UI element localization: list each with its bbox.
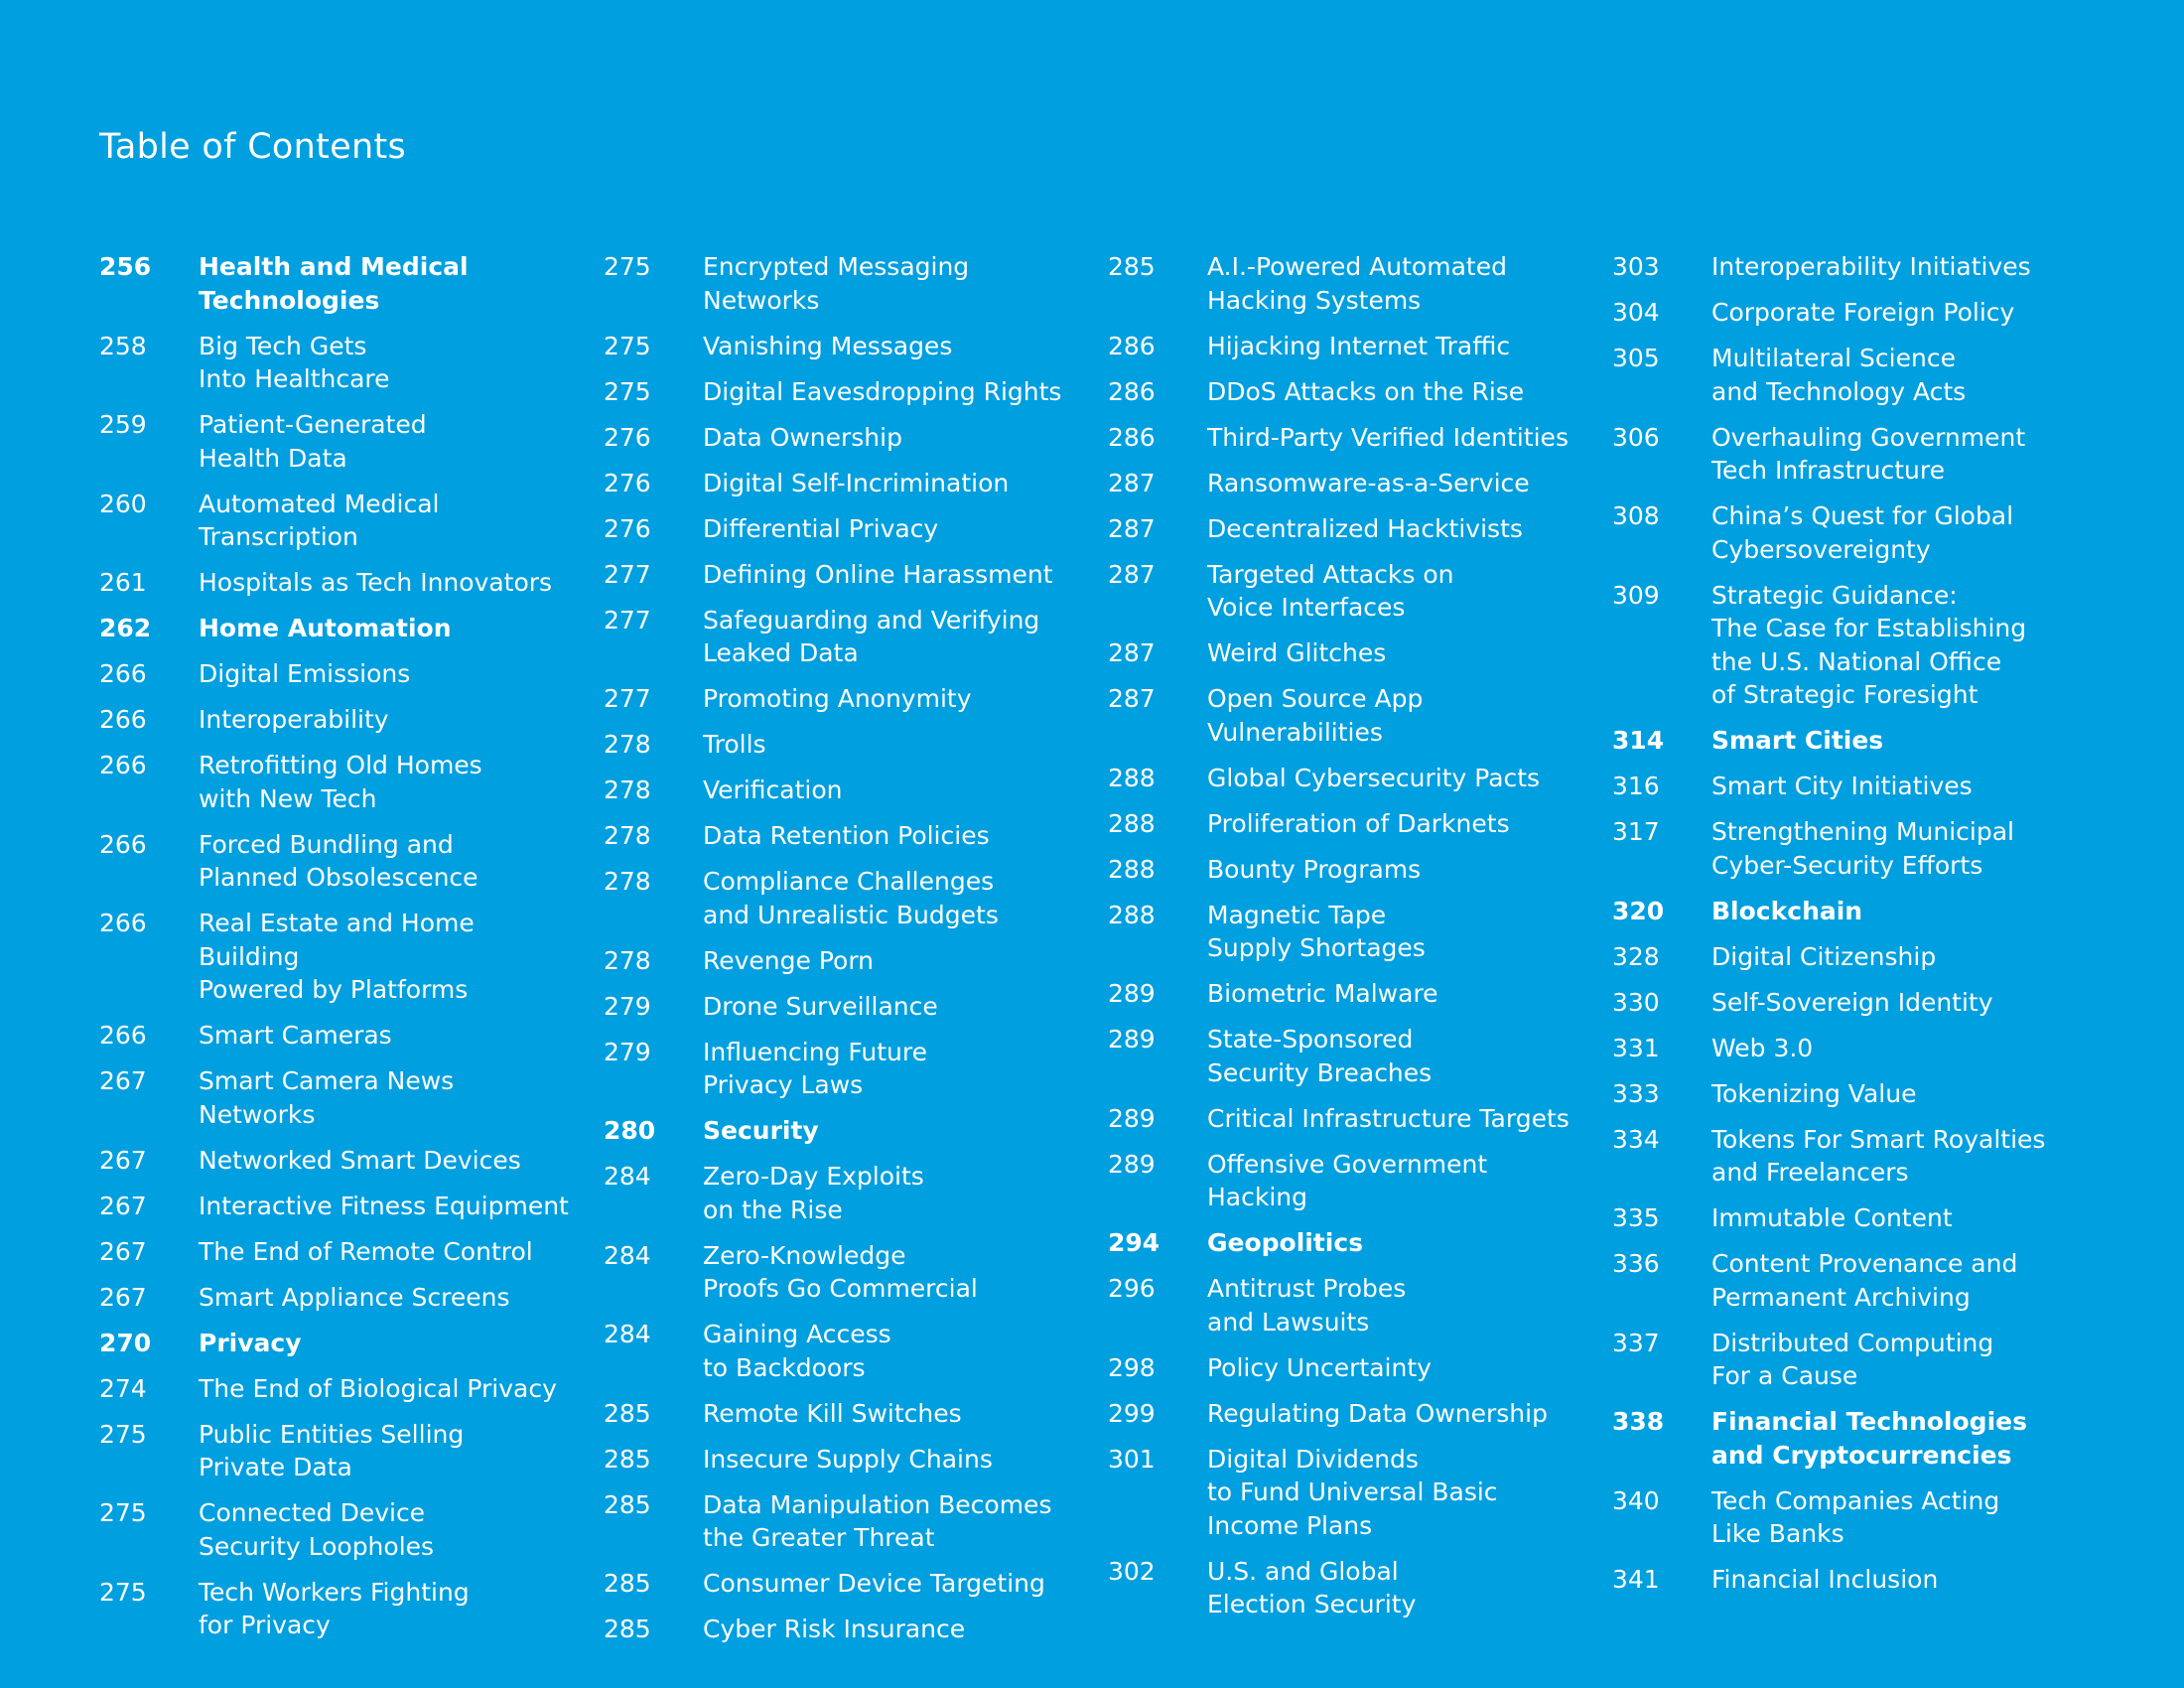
- toc-entry-title: Self-Sovereign Identity: [1711, 987, 1993, 1017]
- toc-page-number: 267: [99, 1145, 147, 1175]
- toc-page-number: 320: [1612, 896, 1665, 925]
- toc-entry: [1108, 682, 1579, 749]
- toc-entry: [1108, 636, 1579, 670]
- toc-entry-title: Verification: [703, 775, 843, 804]
- toc-section-entry: [99, 612, 571, 645]
- toc-page-number: 267: [99, 1236, 147, 1266]
- toc-page-number: 287: [1108, 638, 1156, 667]
- toc-entry-title: Ransomware-as-a-Service: [1207, 468, 1530, 497]
- toc-entry-title: A.I.-Powered Automated Hacking Systems: [1207, 252, 1507, 315]
- toc-entry-title: Retrofitting Old Homes with New Tech: [199, 751, 482, 813]
- toc-page-number: 287: [1108, 559, 1156, 589]
- toc-entry-title: Differential Privacy: [703, 513, 939, 543]
- toc-page-number: 285: [604, 1569, 651, 1598]
- toc-page-number: 330: [1612, 987, 1660, 1017]
- toc-entry-title: Smart Appliance Screens: [199, 1282, 510, 1312]
- toc-entry: [1108, 250, 1579, 317]
- toc-entry-title: Multilateral Science and Technology Acts: [1711, 344, 1967, 406]
- toc-page-number: 288: [1108, 900, 1156, 929]
- toc-page-number: 286: [1108, 376, 1156, 406]
- toc-section-entry: [1612, 895, 2084, 928]
- toc-page-number: 334: [1612, 1124, 1660, 1154]
- toc-entry: [604, 512, 1075, 546]
- toc-page-number: 266: [99, 659, 147, 688]
- toc-entry: [1612, 499, 2084, 566]
- toc-page-number: 285: [1108, 252, 1156, 281]
- toc-entry: [99, 1064, 571, 1131]
- toc-entry: [99, 330, 571, 396]
- toc-page-number: 284: [604, 1320, 651, 1348]
- toc-entry: [1612, 1201, 2084, 1235]
- toc-page-number: 333: [1612, 1078, 1660, 1108]
- toc-page-number: 266: [99, 705, 147, 734]
- toc-page-number: 270: [99, 1328, 152, 1357]
- toc-entry: [604, 250, 1075, 317]
- toc-entry: [604, 467, 1075, 500]
- toc-column-1: [99, 250, 571, 1654]
- toc-page-number: 261: [99, 568, 147, 597]
- toc-entry: [99, 657, 571, 691]
- toc-entry: [1612, 1247, 2084, 1314]
- toc-entry-title: Proliferation of Darknets: [1207, 808, 1510, 838]
- toc-entry: [604, 1036, 1075, 1102]
- toc-entry-title: Data Ownership: [703, 422, 902, 452]
- toc-entry-title: Tokens For Smart Royalties and Freelancers: [1711, 1124, 2046, 1187]
- toc-section-title: Geopolitics: [1207, 1228, 1364, 1257]
- toc-entry: [99, 1418, 571, 1484]
- toc-entry: [1108, 421, 1579, 455]
- toc-page-number: 317: [1612, 817, 1660, 846]
- toc-entry: [604, 1613, 1075, 1646]
- toc-page-number: 266: [99, 1021, 147, 1050]
- toc-entry-title: Digital Dividends to Fund Universal Basic Income Plans: [1207, 1444, 1498, 1540]
- toc-entry-title: Smart Camera News Networks: [199, 1066, 455, 1129]
- toc-section-entry: [99, 1327, 571, 1360]
- toc-entry: [1612, 815, 2084, 882]
- toc-entry-title: Digital Emissions: [199, 659, 411, 688]
- toc-entry: [1108, 1023, 1579, 1089]
- toc-column-2: [604, 250, 1075, 1658]
- toc-page-number: 279: [604, 991, 651, 1021]
- toc-page-number: 309: [1612, 580, 1660, 610]
- toc-entry-title: The End of Remote Control: [199, 1236, 533, 1266]
- toc-entry: [1612, 579, 2084, 712]
- toc-entry: [99, 1576, 571, 1642]
- toc-page-number: 341: [1612, 1565, 1660, 1594]
- toc-entry-title: Zero-Day Exploits on the Rise: [703, 1162, 924, 1224]
- toc-section-title: Blockchain: [1711, 896, 1863, 925]
- toc-page-number: 302: [1108, 1556, 1156, 1586]
- toc-entry: [1108, 1148, 1579, 1214]
- toc-entry: [99, 1019, 571, 1053]
- toc-entry-title: Patient-Generated Health Data: [199, 410, 427, 473]
- toc-entry: [1108, 853, 1579, 887]
- toc-page-number: 278: [604, 730, 651, 759]
- toc-entry: [604, 558, 1075, 592]
- toc-page-number: 298: [1108, 1352, 1156, 1382]
- toc-entry-title: Strategic Guidance: The Case for Establishing the U.S. National Office of Strategic Foresight: [1711, 580, 2027, 709]
- toc-entry-title: Cyber Risk Insurance: [703, 1615, 966, 1643]
- toc-page-number: 278: [604, 867, 651, 896]
- toc-entry-title: Consumer Device Targeting: [703, 1569, 1045, 1598]
- toc-entry: [604, 1397, 1075, 1431]
- toc-section-title: Privacy: [199, 1328, 302, 1357]
- toc-entry: [1108, 762, 1579, 795]
- toc-page-number: 284: [604, 1240, 651, 1270]
- toc-entry: [1612, 1563, 2084, 1597]
- toc-entry-title: Smart Cameras: [199, 1021, 392, 1050]
- toc-section-title: Smart Cities: [1711, 726, 1884, 755]
- toc-entry-title: Interactive Fitness Equipment: [199, 1191, 569, 1220]
- toc-entry-title: Revenge Porn: [703, 945, 875, 975]
- toc-entry: [604, 1443, 1075, 1477]
- toc-entry: [1612, 1077, 2084, 1111]
- toc-entry: [1108, 1272, 1579, 1338]
- toc-entry: [1108, 1102, 1579, 1136]
- toc-entry: [1108, 512, 1579, 546]
- toc-page-number: 260: [99, 489, 147, 518]
- toc-entry-title: Smart City Initiatives: [1711, 772, 1973, 800]
- toc-entry: [1108, 1555, 1579, 1621]
- toc-entry: [604, 375, 1075, 409]
- toc-entry-title: Trolls: [703, 730, 766, 759]
- toc-entry-title: U.S. and Global Election Security: [1207, 1556, 1417, 1618]
- toc-entry: [1612, 1032, 2084, 1065]
- toc-page-number: 331: [1612, 1033, 1660, 1062]
- toc-entry-title: State-Sponsored Security Breaches: [1207, 1025, 1433, 1087]
- toc-page-number: 258: [99, 331, 147, 360]
- toc-entry: [99, 1190, 571, 1223]
- toc-page-number: 277: [604, 559, 651, 589]
- toc-section-title: Home Automation: [199, 614, 452, 642]
- toc-entry-title: Forced Bundling and Planned Obsolescence: [199, 829, 478, 892]
- toc-section-title: Financial Technologies and Cryptocurrencies: [1711, 1407, 2027, 1470]
- toc-entry: [1108, 1397, 1579, 1431]
- toc-page-number: 266: [99, 829, 147, 859]
- toc-entry-title: Global Cybersecurity Pacts: [1207, 763, 1541, 792]
- toc-entry-title: Public Entities Selling Private Data: [199, 1419, 465, 1481]
- toc-page-number: 276: [604, 468, 651, 497]
- toc-entry: [99, 1496, 571, 1563]
- toc-entry-title: Big Tech Gets Into Healthcare: [199, 331, 390, 393]
- toc-page-number: 303: [1612, 252, 1660, 281]
- toc-entry: [99, 749, 571, 815]
- toc-entry: [99, 1281, 571, 1315]
- toc-page-number: 288: [1108, 854, 1156, 884]
- toc-page-number: 278: [604, 821, 651, 850]
- toc-entry: [1612, 250, 2084, 284]
- toc-page-number: 267: [99, 1191, 147, 1220]
- toc-page-number: 289: [1108, 979, 1156, 1008]
- toc-page-number: 301: [1108, 1444, 1156, 1474]
- toc-section-title: Health and Medical Technologies: [199, 252, 469, 315]
- toc-entry: [1612, 940, 2084, 974]
- toc-page-number: 278: [604, 775, 651, 804]
- toc-entry: [604, 330, 1075, 363]
- toc-entry: [99, 703, 571, 737]
- toc-entry: [1612, 1484, 2084, 1551]
- toc-entry-title: Insecure Supply Chains: [703, 1444, 993, 1474]
- toc-entry-title: Overhauling Government Tech Infrastructure: [1711, 422, 2026, 485]
- toc-entry-title: Content Provenance and Permanent Archiving: [1711, 1249, 2018, 1312]
- toc-entry-title: Influencing Future Privacy Laws: [703, 1037, 928, 1099]
- toc-page-number: 275: [99, 1498, 147, 1527]
- toc-entry-title: Critical Infrastructure Targets: [1207, 1103, 1570, 1133]
- toc-entry: [1612, 296, 2084, 330]
- toc-entry: [99, 408, 571, 475]
- toc-page-number: 340: [1612, 1485, 1660, 1515]
- toc-entry-title: Drone Surveillance: [703, 991, 938, 1021]
- toc-entry-title: Weird Glitches: [1207, 638, 1387, 667]
- toc-entry-title: Digital Eavesdropping Rights: [703, 376, 1062, 406]
- toc-page-number: 296: [1108, 1274, 1156, 1303]
- toc-entry: [1108, 558, 1579, 625]
- toc-page-number: 286: [1108, 331, 1156, 360]
- toc-entry-title: Automated Medical Transcription: [199, 489, 440, 551]
- toc-entry-title: China’s Quest for Global Cybersovereignty: [1711, 501, 2014, 564]
- toc-entry: [1612, 986, 2084, 1020]
- toc-section-entry: [1612, 724, 2084, 758]
- toc-page-number: 314: [1612, 726, 1665, 755]
- toc-page-number: 285: [604, 1398, 651, 1428]
- toc-entry-title: Distributed Computing For a Cause: [1711, 1328, 1994, 1390]
- toc-page-number: 287: [1108, 513, 1156, 543]
- toc-page-number: 287: [1108, 468, 1156, 497]
- toc-entry: [604, 1318, 1075, 1384]
- toc-entry: [604, 728, 1075, 762]
- toc-page-number: 275: [99, 1419, 147, 1449]
- toc-page-number: 276: [604, 513, 651, 543]
- toc-page-number: 285: [604, 1444, 651, 1474]
- toc-page-number: 294: [1108, 1228, 1160, 1257]
- toc-entry-title: Gaining Access to Backdoors: [703, 1320, 891, 1382]
- toc-page-number: 277: [604, 605, 651, 634]
- toc-entry: [1108, 330, 1579, 363]
- toc-entry-title: Remote Kill Switches: [703, 1398, 962, 1428]
- toc-section-title: Security: [703, 1116, 819, 1145]
- toc-page-number: 267: [99, 1282, 147, 1312]
- toc-entry-title: Defining Online Harassment: [703, 559, 1053, 589]
- toc-entry-title: Bounty Programs: [1207, 854, 1422, 884]
- toc-entry: [604, 944, 1075, 978]
- toc-page-number: 275: [604, 252, 651, 281]
- toc-page-number: 336: [1612, 1249, 1660, 1278]
- toc-entry-title: Regulating Data Ownership: [1207, 1398, 1548, 1428]
- toc-entry-title: Tech Workers Fighting for Privacy: [199, 1577, 470, 1639]
- toc-entry-title: Data Manipulation Becomes the Greater Threat: [703, 1489, 1052, 1552]
- toc-entry-title: Magnetic Tape Supply Shortages: [1207, 900, 1426, 962]
- toc-entry-title: Hijacking Internet Traffic: [1207, 331, 1511, 360]
- toc-entry-title: Digital Self-Incrimination: [703, 468, 1010, 497]
- toc-entry: [604, 604, 1075, 670]
- toc-entry-title: Financial Inclusion: [1711, 1565, 1939, 1594]
- toc-page-number: 335: [1612, 1203, 1660, 1232]
- toc-page-number: 287: [1108, 684, 1156, 713]
- toc-entry: [604, 865, 1075, 931]
- toc-page-number: 299: [1108, 1398, 1156, 1428]
- toc-page-number: 337: [1612, 1328, 1660, 1357]
- toc-page-number: 275: [604, 376, 651, 406]
- toc-entry-title: Compliance Challenges and Unrealistic Budgets: [703, 867, 999, 929]
- toc-entry-title: Tech Companies Acting Like Banks: [1711, 1485, 2000, 1548]
- toc-entry: [1108, 1351, 1579, 1385]
- toc-page-number: 285: [604, 1615, 651, 1643]
- toc-column-4: [1612, 250, 2084, 1609]
- toc-entry-title: Vanishing Messages: [703, 331, 953, 360]
- toc-entry: [1108, 807, 1579, 841]
- toc-entry: [1612, 421, 2084, 488]
- toc-page-number: 266: [99, 751, 147, 779]
- toc-entry-title: Corporate Foreign Policy: [1711, 298, 2015, 327]
- toc-page-number: 278: [604, 945, 651, 975]
- toc-entry: [604, 1488, 1075, 1555]
- toc-entry-title: Immutable Content: [1711, 1203, 1953, 1232]
- toc-page-number: 279: [604, 1037, 651, 1066]
- toc-entry: [604, 774, 1075, 807]
- toc-entry: [99, 1235, 571, 1269]
- toc-entry-title: Data Retention Policies: [703, 821, 990, 850]
- toc-entry: [604, 1567, 1075, 1601]
- toc-page-number: 262: [99, 614, 152, 642]
- toc-entry-title: Web 3.0: [1711, 1033, 1814, 1062]
- toc-entry: [1108, 977, 1579, 1011]
- toc-page-number: 275: [99, 1577, 147, 1607]
- toc-entry-title: Open Source App Vulnerabilities: [1207, 684, 1424, 747]
- toc-entry: [99, 566, 571, 600]
- toc-entry: [604, 819, 1075, 853]
- toc-page-number: 276: [604, 422, 651, 452]
- toc-entry-title: Tokenizing Value: [1711, 1078, 1917, 1108]
- toc-entry-title: Strengthening Municipal Cyber-Security Efforts: [1711, 817, 2015, 880]
- toc-entry: [1612, 770, 2084, 803]
- toc-entry: [1108, 467, 1579, 500]
- toc-page-number: 285: [604, 1489, 651, 1519]
- toc-page-number: 267: [99, 1066, 147, 1095]
- toc-page-number: 259: [99, 410, 147, 439]
- toc-entry-title: Hospitals as Tech Innovators: [199, 568, 553, 597]
- toc-page-number: 308: [1612, 501, 1660, 530]
- toc-entry-title: Promoting Anonymity: [703, 684, 972, 713]
- toc-entry-title: Connected Device Security Loopholes: [199, 1498, 435, 1561]
- toc-entry-title: Policy Uncertainty: [1207, 1352, 1432, 1382]
- toc-entry: [604, 1239, 1075, 1306]
- toc-entry: [604, 421, 1075, 455]
- page-title: Table of Contents: [99, 127, 407, 167]
- toc-entry: [99, 1372, 571, 1406]
- toc-entry: [99, 828, 571, 895]
- toc-page-number: 280: [604, 1116, 656, 1145]
- toc-section-entry: [1108, 1226, 1579, 1260]
- toc-page-number: 288: [1108, 808, 1156, 838]
- toc-entry-title: Zero-Knowledge Proofs Go Commercial: [703, 1240, 978, 1303]
- toc-entry-title: Antitrust Probes and Lawsuits: [1207, 1274, 1407, 1336]
- toc-page-number: 305: [1612, 344, 1660, 372]
- toc-entry-title: Third-Party Verified Identities: [1207, 422, 1569, 452]
- toc-page-number: 304: [1612, 298, 1660, 327]
- toc-page-number: 284: [604, 1162, 651, 1191]
- toc-entry: [604, 682, 1075, 716]
- toc-page-number: 277: [604, 684, 651, 713]
- toc-entry-title: The End of Biological Privacy: [199, 1373, 557, 1403]
- toc-entry: [1612, 342, 2084, 408]
- toc-entry: [1108, 1443, 1579, 1543]
- toc-page-number: 288: [1108, 763, 1156, 792]
- toc-entry: [1612, 1327, 2084, 1393]
- toc-entry-title: Biometric Malware: [1207, 979, 1438, 1008]
- toc-page-number: 316: [1612, 772, 1660, 800]
- toc-section-entry: [604, 1114, 1075, 1148]
- toc-page-number: 289: [1108, 1025, 1156, 1054]
- toc-page-number: 286: [1108, 422, 1156, 452]
- toc-entry: [1108, 375, 1579, 409]
- toc-entry: [1108, 899, 1579, 965]
- toc-entry-title: Targeted Attacks on Voice Interfaces: [1207, 559, 1454, 622]
- toc-page-number: 275: [604, 331, 651, 360]
- toc-entry-title: Networked Smart Devices: [199, 1145, 521, 1175]
- toc-entry: [99, 907, 571, 1007]
- toc-entry: [604, 1160, 1075, 1226]
- toc-entry-title: Digital Citizenship: [1711, 941, 1937, 971]
- toc-page-number: 266: [99, 909, 147, 937]
- toc-entry: [99, 488, 571, 554]
- toc-column-3: [1108, 250, 1579, 1633]
- toc-page-number: 289: [1108, 1149, 1156, 1179]
- toc-entry-title: Decentralized Hacktivists: [1207, 513, 1523, 543]
- toc-entry-title: Safeguarding and Verifying Leaked Data: [703, 605, 1040, 667]
- toc-entry-title: DDoS Attacks on the Rise: [1207, 376, 1525, 406]
- toc-entry: [1612, 1123, 2084, 1190]
- toc-entry: [99, 1144, 571, 1178]
- toc-page-number: 306: [1612, 422, 1660, 452]
- toc-entry-title: Interoperability: [199, 705, 389, 734]
- toc-entry-title: Real Estate and Home Building Powered by Platforms: [199, 909, 475, 1004]
- toc-page-number: 328: [1612, 941, 1660, 971]
- toc-page-number: 274: [99, 1373, 147, 1403]
- toc-entry-title: Offensive Government Hacking: [1207, 1149, 1488, 1211]
- toc-entry-title: Interoperability Initiatives: [1711, 252, 2031, 281]
- toc-page-number: 256: [99, 252, 152, 281]
- toc-entry: [604, 990, 1075, 1024]
- toc-section-entry: [1612, 1405, 2084, 1472]
- toc-entry-title: Encrypted Messaging Networks: [703, 252, 970, 315]
- toc-section-entry: [99, 250, 571, 317]
- toc-page-number: 289: [1108, 1103, 1156, 1133]
- toc-page-number: 338: [1612, 1407, 1665, 1436]
